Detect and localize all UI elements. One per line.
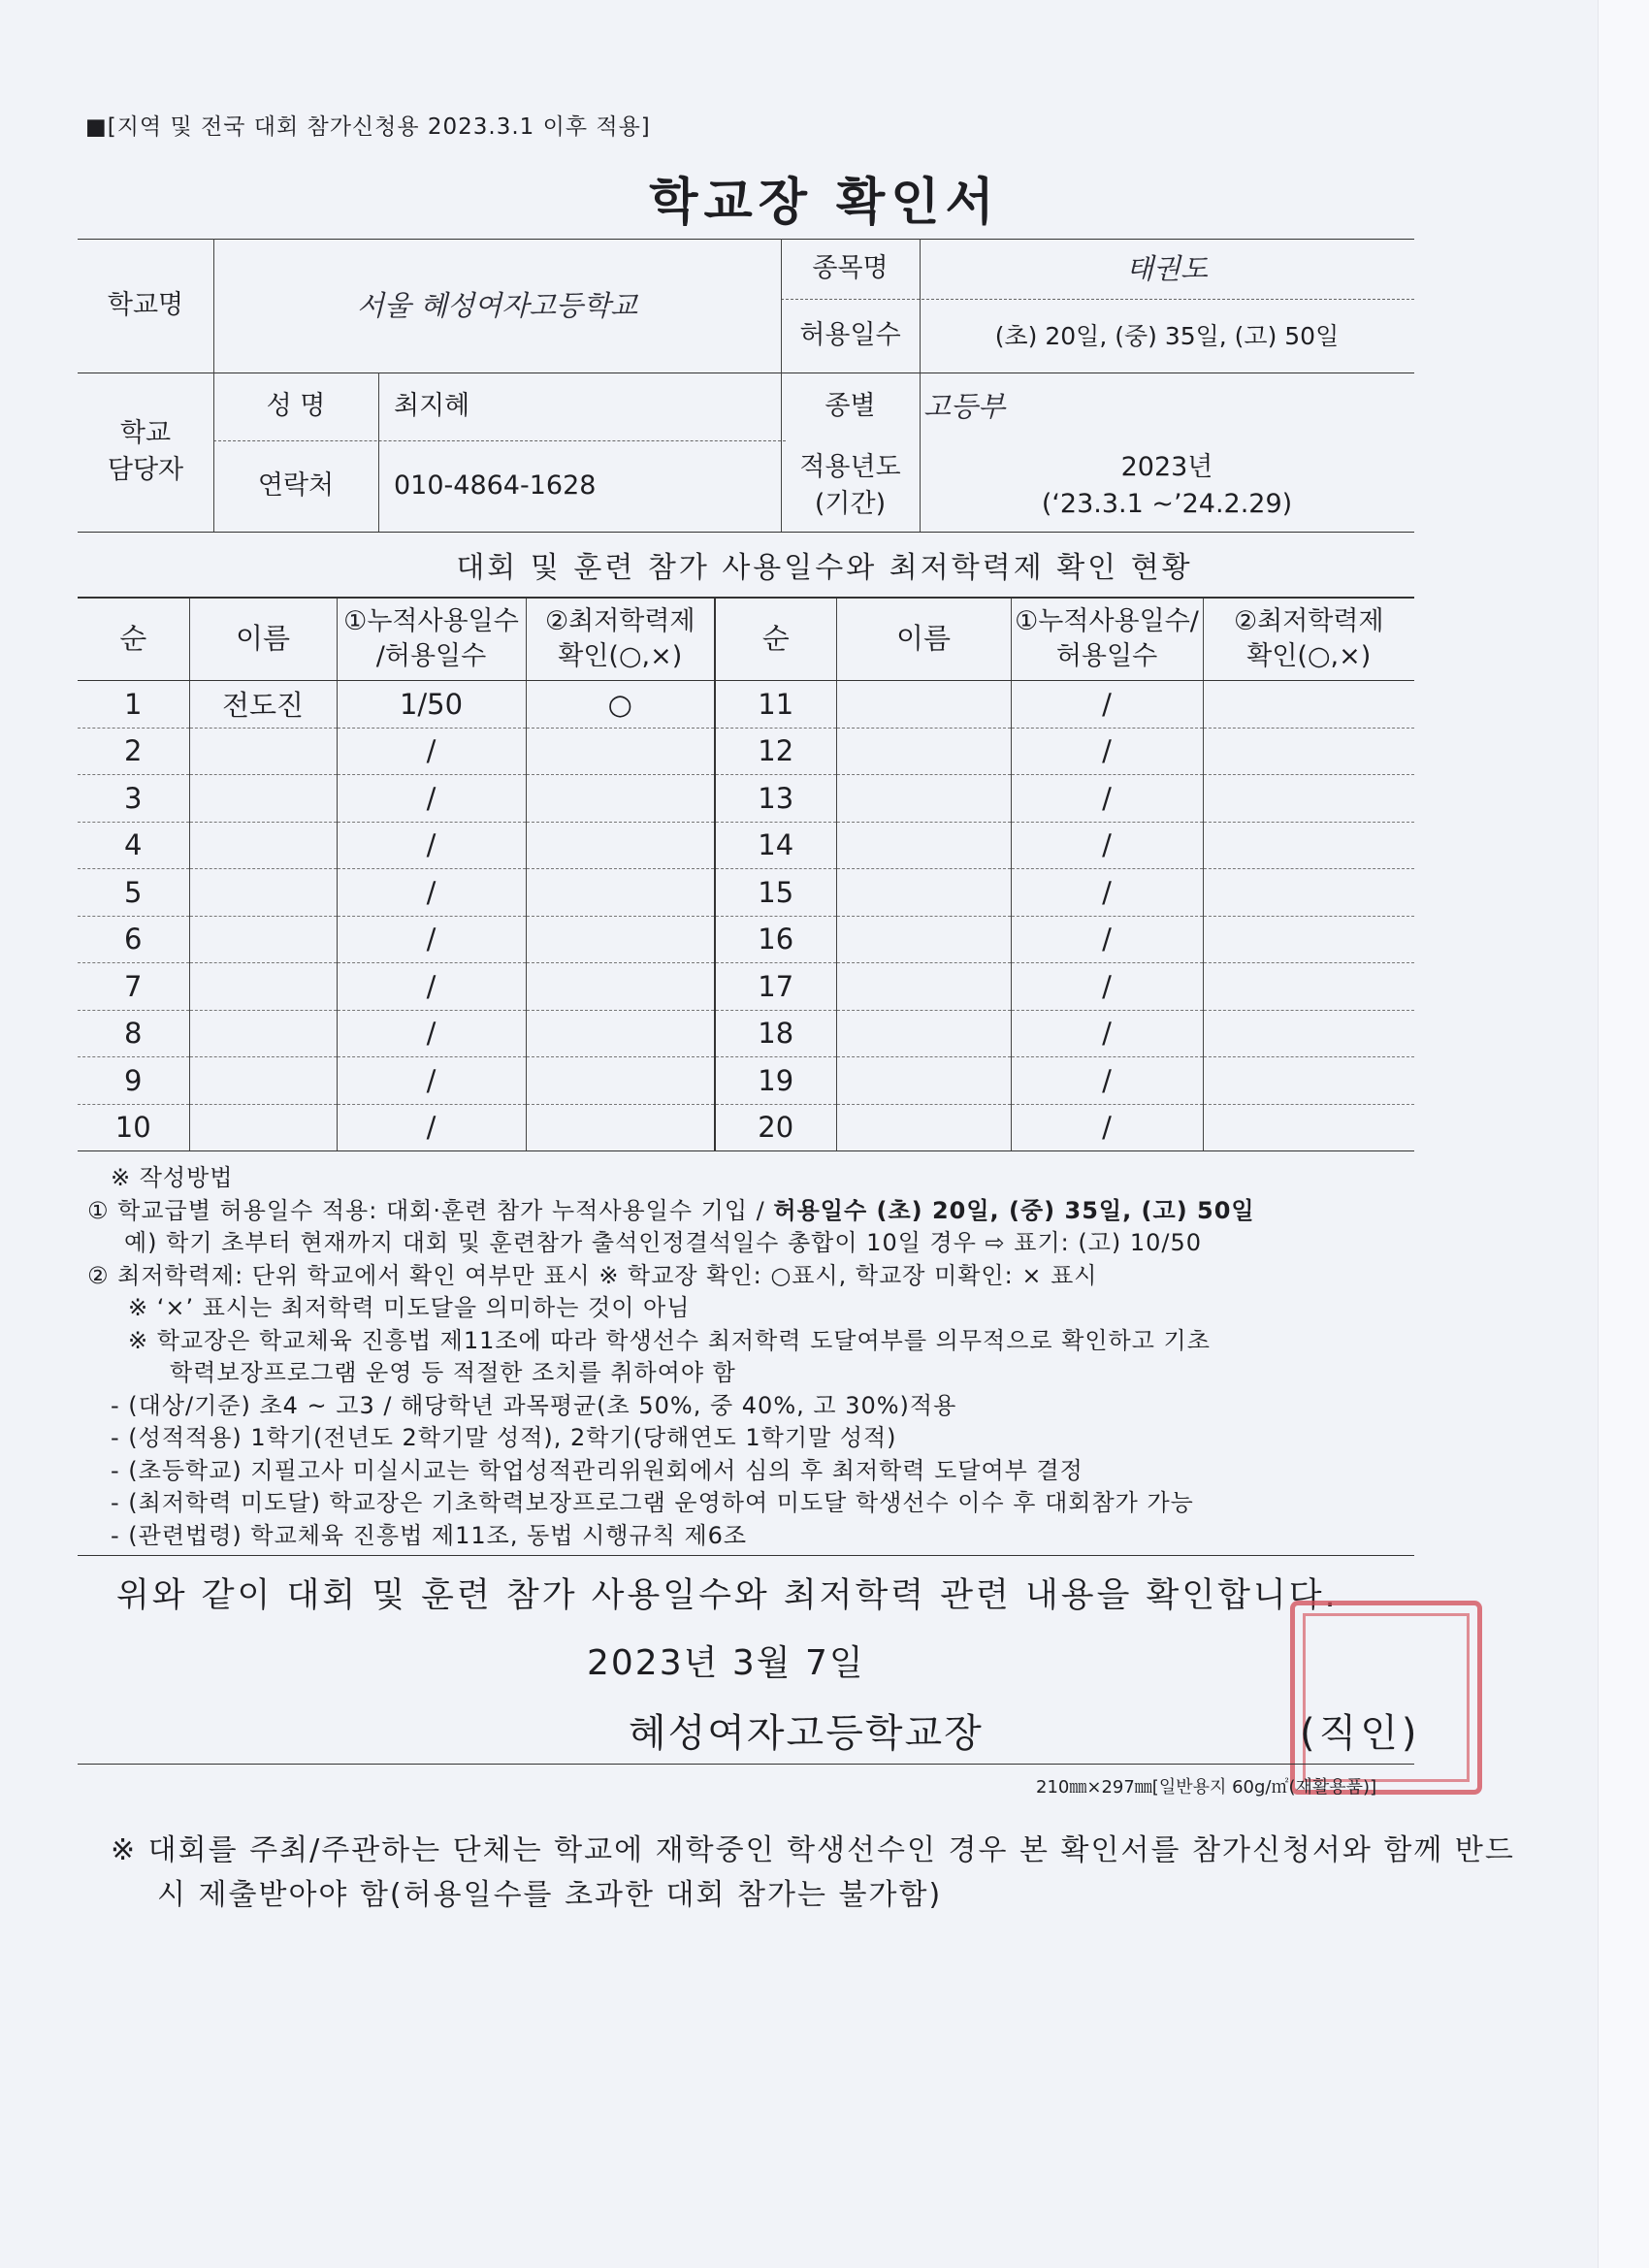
row-name — [189, 916, 337, 963]
table-row — [78, 963, 1414, 1011]
apply-year-value-line1: 2023년 — [1120, 452, 1213, 483]
table-row — [78, 1010, 1414, 1057]
row-min-level — [526, 1010, 715, 1057]
row-no: 19 — [715, 1057, 836, 1105]
row-days: / — [337, 822, 526, 869]
official-seal-stamp — [1290, 1601, 1482, 1795]
table-row — [78, 822, 1414, 869]
row-days: / — [337, 728, 526, 775]
row-days: / — [337, 775, 526, 823]
row-name: 전도진 — [189, 681, 337, 729]
row-days: / — [1011, 916, 1203, 963]
status-section-title: 대회 및 훈련 참가 사용일수와 최저학력제 확인 현황 — [456, 551, 1193, 585]
row-no: 3 — [78, 775, 189, 823]
row-no: 14 — [715, 822, 836, 869]
row-name — [189, 1010, 337, 1057]
event-value: 태권도 — [1125, 251, 1209, 285]
table-row — [78, 728, 1414, 775]
row-name — [189, 728, 337, 775]
row-days: / — [1011, 775, 1203, 823]
row-no: 9 — [78, 1057, 189, 1105]
col-days: ①누적사용일수/ 허용일수 — [1011, 598, 1203, 681]
row-no: 18 — [715, 1010, 836, 1057]
row-min-level — [1203, 775, 1414, 823]
row-name — [189, 822, 337, 869]
allowed-days-label: 허용일수 — [799, 320, 901, 351]
row-min-level — [1203, 822, 1414, 869]
row-days: / — [1011, 681, 1203, 729]
school-name-label: 학교명 — [107, 290, 184, 321]
division-label: 종별 — [824, 391, 876, 422]
method-line: 예) 학기 초부터 현재까지 대회 및 훈련참가 출석인정결석일수 총합이 10일 경우 ⇨ 표기: (고) 10/50 — [124, 1229, 1203, 1256]
method-line: - (관련법령) 학교체육 진흥법 제11조, 동법 시행규칙 제6조 — [111, 1521, 748, 1549]
method-line: - (성적적용) 1학기(전년도 2학기말 성적), 2학기(당해연도 1학기말 성적) — [111, 1424, 897, 1451]
row-no: 4 — [78, 822, 189, 869]
row-name — [189, 869, 337, 917]
col-days: ①누적사용일수 /허용일수 — [337, 598, 526, 681]
apply-year-label-line1: 적용년도 — [799, 452, 901, 483]
school-manager-label-line1: 학교 — [119, 418, 172, 449]
apply-year-value — [920, 440, 1414, 532]
row-no: 2 — [78, 728, 189, 775]
seal-label: (직인) — [1300, 1711, 1421, 1756]
table-row — [78, 916, 1414, 963]
paper-spec: 210㎜×297㎜[일반용지 60g/㎡(재활용품)] — [1036, 1777, 1377, 1798]
principal-title: 혜성여자고등학교장 — [629, 1711, 984, 1756]
col-no: 순 — [78, 598, 189, 681]
row-no: 15 — [715, 869, 836, 917]
row-name — [836, 681, 1011, 729]
document-title: 학교장 확인서 — [649, 174, 1000, 232]
row-min-level — [526, 822, 715, 869]
method-heading: ※ 작성방법 — [111, 1164, 234, 1191]
row-min-level — [526, 728, 715, 775]
row-no: 13 — [715, 775, 836, 823]
division-value: 고등부 — [923, 389, 1006, 423]
row-no: 16 — [715, 916, 836, 963]
row-days: / — [1011, 963, 1203, 1011]
row-days: / — [1011, 822, 1203, 869]
row-no: 12 — [715, 728, 836, 775]
row-name — [189, 1057, 337, 1105]
row-days: / — [1011, 869, 1203, 917]
table-header-row — [78, 598, 1414, 681]
row-min-level — [1203, 916, 1414, 963]
applicability-note: ■[지역 및 전국 대회 참가신청용 2023.3.1 이후 적용] — [85, 114, 651, 140]
confirm-top-border — [78, 1555, 1414, 1556]
school-manager-label-line2: 담당자 — [107, 455, 184, 485]
row-name — [189, 1104, 337, 1151]
issue-date: 2023년 3월 7일 — [587, 1643, 865, 1683]
method-line: - (초등학교) 지필고사 미실시교는 학업성적관리위원회에서 심의 후 최저학력 도달여부 결정 — [111, 1456, 1083, 1484]
row-name — [836, 963, 1011, 1011]
row-no: 6 — [78, 916, 189, 963]
manager-name-value: 최지혜 — [394, 391, 470, 422]
apply-year-label — [781, 440, 920, 532]
row-no: 8 — [78, 1010, 189, 1057]
table-row — [78, 775, 1414, 823]
apply-year-value-line2: (‘23.3.1 ~’24.2.29) — [1041, 489, 1293, 519]
row-min-level — [526, 775, 715, 823]
signature-bottom-border — [78, 1764, 1414, 1765]
row-days: / — [1011, 1104, 1203, 1151]
method-line: - (대상/기준) 초4 ~ 고3 / 해당학년 과목평균(초 50%, 중 40%, 고 30%)적용 — [111, 1391, 957, 1419]
row-name — [836, 1057, 1011, 1105]
method-line: ※ 학교장은 학교체육 진흥법 제11조에 따라 학생선수 최저학력 도달여부를 의무적으로 확인하고 기초 — [128, 1326, 1211, 1354]
footnote-line: ※ 대회를 주최/주관하는 단체는 학교에 재학중인 학생선수인 경우 본 확인서를 참가신청서와 함께 반드 — [111, 1833, 1515, 1867]
row-min-level — [526, 1104, 715, 1151]
row-name — [836, 822, 1011, 869]
submission-footnote — [111, 1829, 1515, 1918]
row-min-level — [1203, 1104, 1414, 1151]
row-no: 11 — [715, 681, 836, 729]
confirmation-statement: 위와 같이 대회 및 훈련 참가 사용일수와 최저학력 관련 내용을 확인합니다. — [116, 1576, 1339, 1615]
row-days: / — [337, 1010, 526, 1057]
allowed-days-value: (초) 20일, (중) 35일, (고) 50일 — [994, 321, 1340, 350]
event-label: 종목명 — [812, 253, 889, 284]
col-name: 이름 — [836, 598, 1011, 681]
row-name — [836, 1104, 1011, 1151]
row-no: 10 — [78, 1104, 189, 1151]
row-min-level — [1203, 1010, 1414, 1057]
row-min-level — [1203, 1057, 1414, 1105]
method-line: ① 학교급별 허용일수 적용: 대회·훈련 참가 누적사용일수 기입 / 허용일수 (초) 20일, (중) 35일, (고) 50일 — [87, 1196, 1255, 1224]
footnote-line: 시 제출받아야 함(허용일수를 초과한 대회 참가는 불가함) — [157, 1878, 943, 1912]
table-row — [78, 869, 1414, 917]
row-days: / — [337, 1104, 526, 1151]
school-manager-label — [78, 373, 213, 532]
col-no: 순 — [715, 598, 836, 681]
row-days: 1/50 — [337, 681, 526, 729]
table-row — [78, 1104, 1414, 1151]
row-min-level — [1203, 963, 1414, 1011]
row-name — [189, 963, 337, 1011]
row-days: / — [1011, 728, 1203, 775]
method-line: - (최저학력 미도달) 학교장은 기초학력보장프로그램 운영하여 미도달 학생선수 이수 후 대회참가 가능 — [111, 1489, 1194, 1516]
row-days: / — [337, 1057, 526, 1105]
method-line: ※ ‘×’ 표시는 최저학력 미도달을 의미하는 것이 아님 — [128, 1294, 691, 1321]
method-line: ② 최저학력제: 단위 학교에서 확인 여부만 표시 ※ 학교장 확인: ○표시, 학교장 미확인: × 표시 — [87, 1261, 1098, 1289]
page-edge — [1598, 0, 1649, 2268]
row-name — [836, 916, 1011, 963]
row-no: 7 — [78, 963, 189, 1011]
contact-label: 연락처 — [257, 470, 335, 502]
row-name — [836, 775, 1011, 823]
row-days: / — [337, 916, 526, 963]
method-line: 학력보장프로그램 운영 등 적절한 조치를 취하여야 함 — [170, 1359, 736, 1386]
row-min-level — [1203, 681, 1414, 729]
row-no: 20 — [715, 1104, 836, 1151]
row-days: / — [1011, 1057, 1203, 1105]
row-days: / — [337, 869, 526, 917]
table-row — [78, 1057, 1414, 1105]
row-min-level — [526, 916, 715, 963]
row-min-level — [526, 1057, 715, 1105]
participation-table — [78, 597, 1414, 1151]
row-name — [189, 775, 337, 823]
row-no: 1 — [78, 681, 189, 729]
info-bottom-border — [78, 532, 1414, 533]
row-days: / — [337, 963, 526, 1011]
manager-name-label: 성 명 — [266, 391, 326, 422]
school-name-value: 서울 혜성여자고등학교 — [356, 288, 638, 322]
writing-method — [87, 1162, 1255, 1552]
row-name — [836, 869, 1011, 917]
row-no: 17 — [715, 963, 836, 1011]
row-name — [836, 728, 1011, 775]
apply-year-label-line2: (기간) — [814, 489, 887, 519]
row-min-level — [526, 963, 715, 1011]
contact-value: 010-4864-1628 — [394, 470, 597, 502]
row-min-level — [526, 869, 715, 917]
row-no: 5 — [78, 869, 189, 917]
row-days: / — [1011, 1010, 1203, 1057]
col-min-level: ②최저학력제 확인(○,×) — [526, 598, 715, 681]
row-min-level — [1203, 728, 1414, 775]
row-min-level — [1203, 869, 1414, 917]
table-row — [78, 681, 1414, 729]
row-min-level: ○ — [526, 681, 715, 729]
col-min-level: ②최저학력제 확인(○,×) — [1203, 598, 1414, 681]
col-name: 이름 — [189, 598, 337, 681]
row-name — [836, 1010, 1011, 1057]
